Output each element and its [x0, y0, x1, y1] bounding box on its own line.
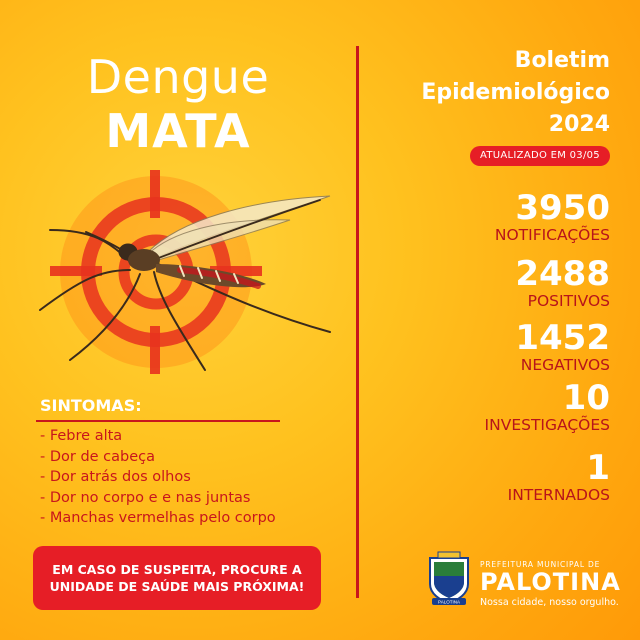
list-item: - Dor atrás dos olhos [40, 467, 276, 488]
symptoms-underline [36, 420, 280, 422]
crest-label: PALOTINA [438, 599, 460, 605]
stat-label-positivos: POSITIVOS [527, 292, 610, 310]
title-dengue: Dengue [86, 50, 270, 104]
list-item: - Febre alta [40, 426, 276, 447]
stat-value-positivos: 2488 [515, 254, 610, 294]
bulletin-year: 2024 [548, 112, 610, 137]
stat-label-investigacoes: INVESTIGAÇÕES [484, 416, 610, 434]
stat-value-notificacoes: 3950 [515, 188, 610, 228]
list-item: - Dor de cabeça [40, 447, 276, 468]
alert-line-1: EM CASO DE SUSPEITA, PROCURE A [52, 562, 302, 577]
title-mata: MATA [105, 104, 251, 158]
alert-line-2: UNIDADE DE SAÚDE MAIS PRÓXIMA! [49, 579, 305, 594]
stat-value-negativos: 1452 [515, 318, 610, 358]
stat-value-internados: 1 [586, 448, 610, 488]
logo-org-text: PREFEITURA MUNICIPAL DE [480, 560, 601, 569]
stat-label-internados: INTERNADOS [507, 486, 610, 504]
stat-label-negativos: NEGATIVOS [520, 356, 610, 374]
logo-motto: Nossa cidade, nosso orgulho. [480, 597, 619, 608]
list-item: - Dor no corpo e e nas juntas [40, 488, 276, 509]
list-item: - Manchas vermelhas pelo corpo [40, 508, 276, 529]
stat-label-notificacoes: NOTIFICAÇÕES [494, 226, 610, 244]
symptoms-list [40, 426, 276, 529]
vertical-divider [356, 46, 359, 598]
updated-badge: ATUALIZADO EM 03/05 [470, 146, 610, 166]
logo-city-name: PALOTINA [480, 568, 621, 596]
symptoms-title: SINTOMAS: [40, 396, 142, 415]
stat-value-investigacoes: 10 [562, 378, 610, 418]
bulletin-title-2: Epidemiológico [421, 80, 610, 105]
city-crest-icon [424, 548, 474, 606]
mosquito-target-illustration [30, 160, 350, 380]
alert-box [33, 546, 321, 610]
bulletin-title-1: Boletim [514, 48, 610, 73]
